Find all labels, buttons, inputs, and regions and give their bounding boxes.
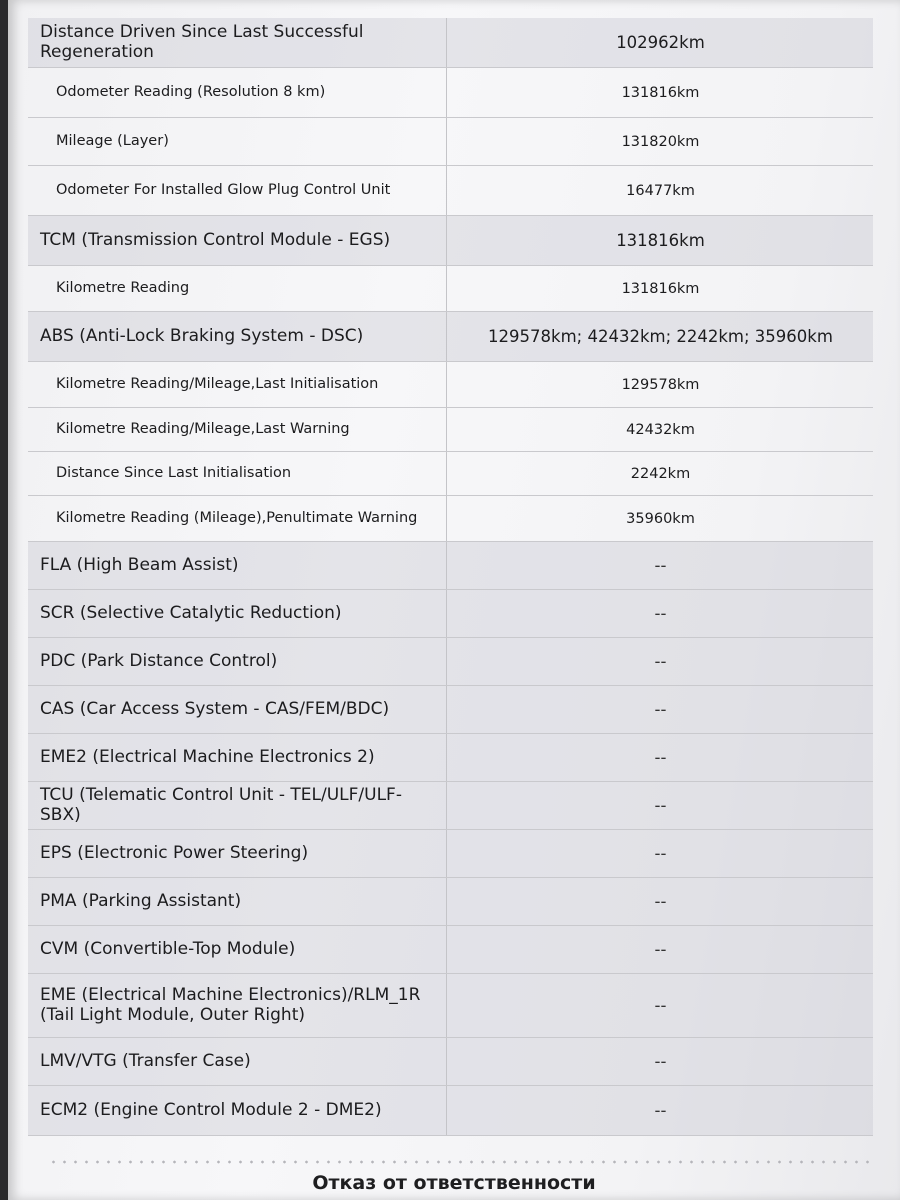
row-label: Kilometre Reading (Mileage),Penultimate Warning <box>56 510 418 527</box>
table-row <box>28 686 873 734</box>
table-row <box>28 782 873 830</box>
row-value: -- <box>654 652 667 671</box>
row-value: -- <box>654 796 667 815</box>
table-row <box>28 216 873 266</box>
table-row <box>28 68 873 118</box>
table-row <box>28 118 873 166</box>
row-value: 2242km <box>630 465 691 482</box>
row-label: ECM2 (Engine Control Module 2 - DME2) <box>40 1099 382 1120</box>
table-row <box>28 590 873 638</box>
row-value: 42432km <box>626 421 695 438</box>
table-row <box>28 452 873 496</box>
row-value: -- <box>654 1101 667 1120</box>
row-value: -- <box>654 700 667 719</box>
disclaimer-heading: Отказ от ответственности <box>312 1172 596 1194</box>
row-label: EME2 (Electrical Machine Electronics 2) <box>40 746 375 767</box>
row-label: LMV/VTG (Transfer Case) <box>40 1050 251 1071</box>
row-value: -- <box>654 556 667 575</box>
row-value: -- <box>654 604 667 623</box>
row-label: EME (Electrical Machine Electronics)/RLM_1R (Tail Light Module, Outer Right) <box>40 984 421 1025</box>
row-value: 129578km; 42432km; 2242km; 35960km <box>488 327 833 346</box>
table-row <box>28 408 873 452</box>
row-label: TCU (Telematic Control Unit - TEL/ULF/ULF-SBX) <box>40 784 402 825</box>
table-row <box>28 266 873 312</box>
row-label: EPS (Electronic Power Steering) <box>40 842 309 863</box>
row-value: -- <box>654 892 667 911</box>
row-label: FLA (High Beam Assist) <box>40 554 239 575</box>
row-label: Distance Since Last Initialisation <box>56 465 292 482</box>
row-value: 131816km <box>621 280 700 297</box>
table-row <box>28 312 873 362</box>
table-row <box>28 18 873 68</box>
row-value: 102962km <box>616 33 705 52</box>
row-value: 129578km <box>621 376 700 393</box>
table-row <box>28 542 873 590</box>
row-label: ABS (Anti-Lock Braking System - DSC) <box>40 325 364 346</box>
table-row <box>28 496 873 542</box>
table-row <box>28 974 873 1038</box>
row-label: Odometer Reading (Resolution 8 km) <box>56 84 326 101</box>
table-row <box>28 830 873 878</box>
document-page <box>8 0 900 1200</box>
row-label: Odometer For Installed Glow Plug Control Unit <box>56 182 391 199</box>
row-value: 35960km <box>626 510 695 527</box>
table-row <box>28 926 873 974</box>
table-row <box>28 362 873 408</box>
table-row <box>28 1086 873 1136</box>
table-row <box>28 734 873 782</box>
row-value: -- <box>654 748 667 767</box>
row-value: -- <box>654 844 667 863</box>
row-value: 131816km <box>621 84 700 101</box>
row-label: Kilometre Reading <box>56 280 190 297</box>
row-label: PDC (Park Distance Control) <box>40 650 278 671</box>
row-label: TCM (Transmission Control Module - EGS) <box>40 229 391 250</box>
row-value: -- <box>654 1052 667 1071</box>
table-row <box>28 638 873 686</box>
row-label: Mileage (Layer) <box>56 133 169 150</box>
row-value: -- <box>654 940 667 959</box>
row-value: 16477km <box>626 182 695 199</box>
table-row <box>28 1038 873 1086</box>
row-label: CVM (Convertible-Top Module) <box>40 938 296 959</box>
row-label: Distance Driven Since Last Successful Regeneration <box>40 21 364 62</box>
row-value: -- <box>654 996 667 1015</box>
row-label: Kilometre Reading/Mileage,Last Initialisation <box>56 376 379 393</box>
row-label: CAS (Car Access System - CAS/FEM/BDC) <box>40 698 390 719</box>
row-label: SCR (Selective Catalytic Reduction) <box>40 602 342 623</box>
row-value: 131820km <box>621 133 700 150</box>
table-row <box>28 166 873 216</box>
row-label: PMA (Parking Assistant) <box>40 890 242 911</box>
dotted-separator <box>48 1160 870 1164</box>
table-row <box>28 878 873 926</box>
row-value: 131816km <box>616 231 705 250</box>
row-label: Kilometre Reading/Mileage,Last Warning <box>56 421 350 438</box>
